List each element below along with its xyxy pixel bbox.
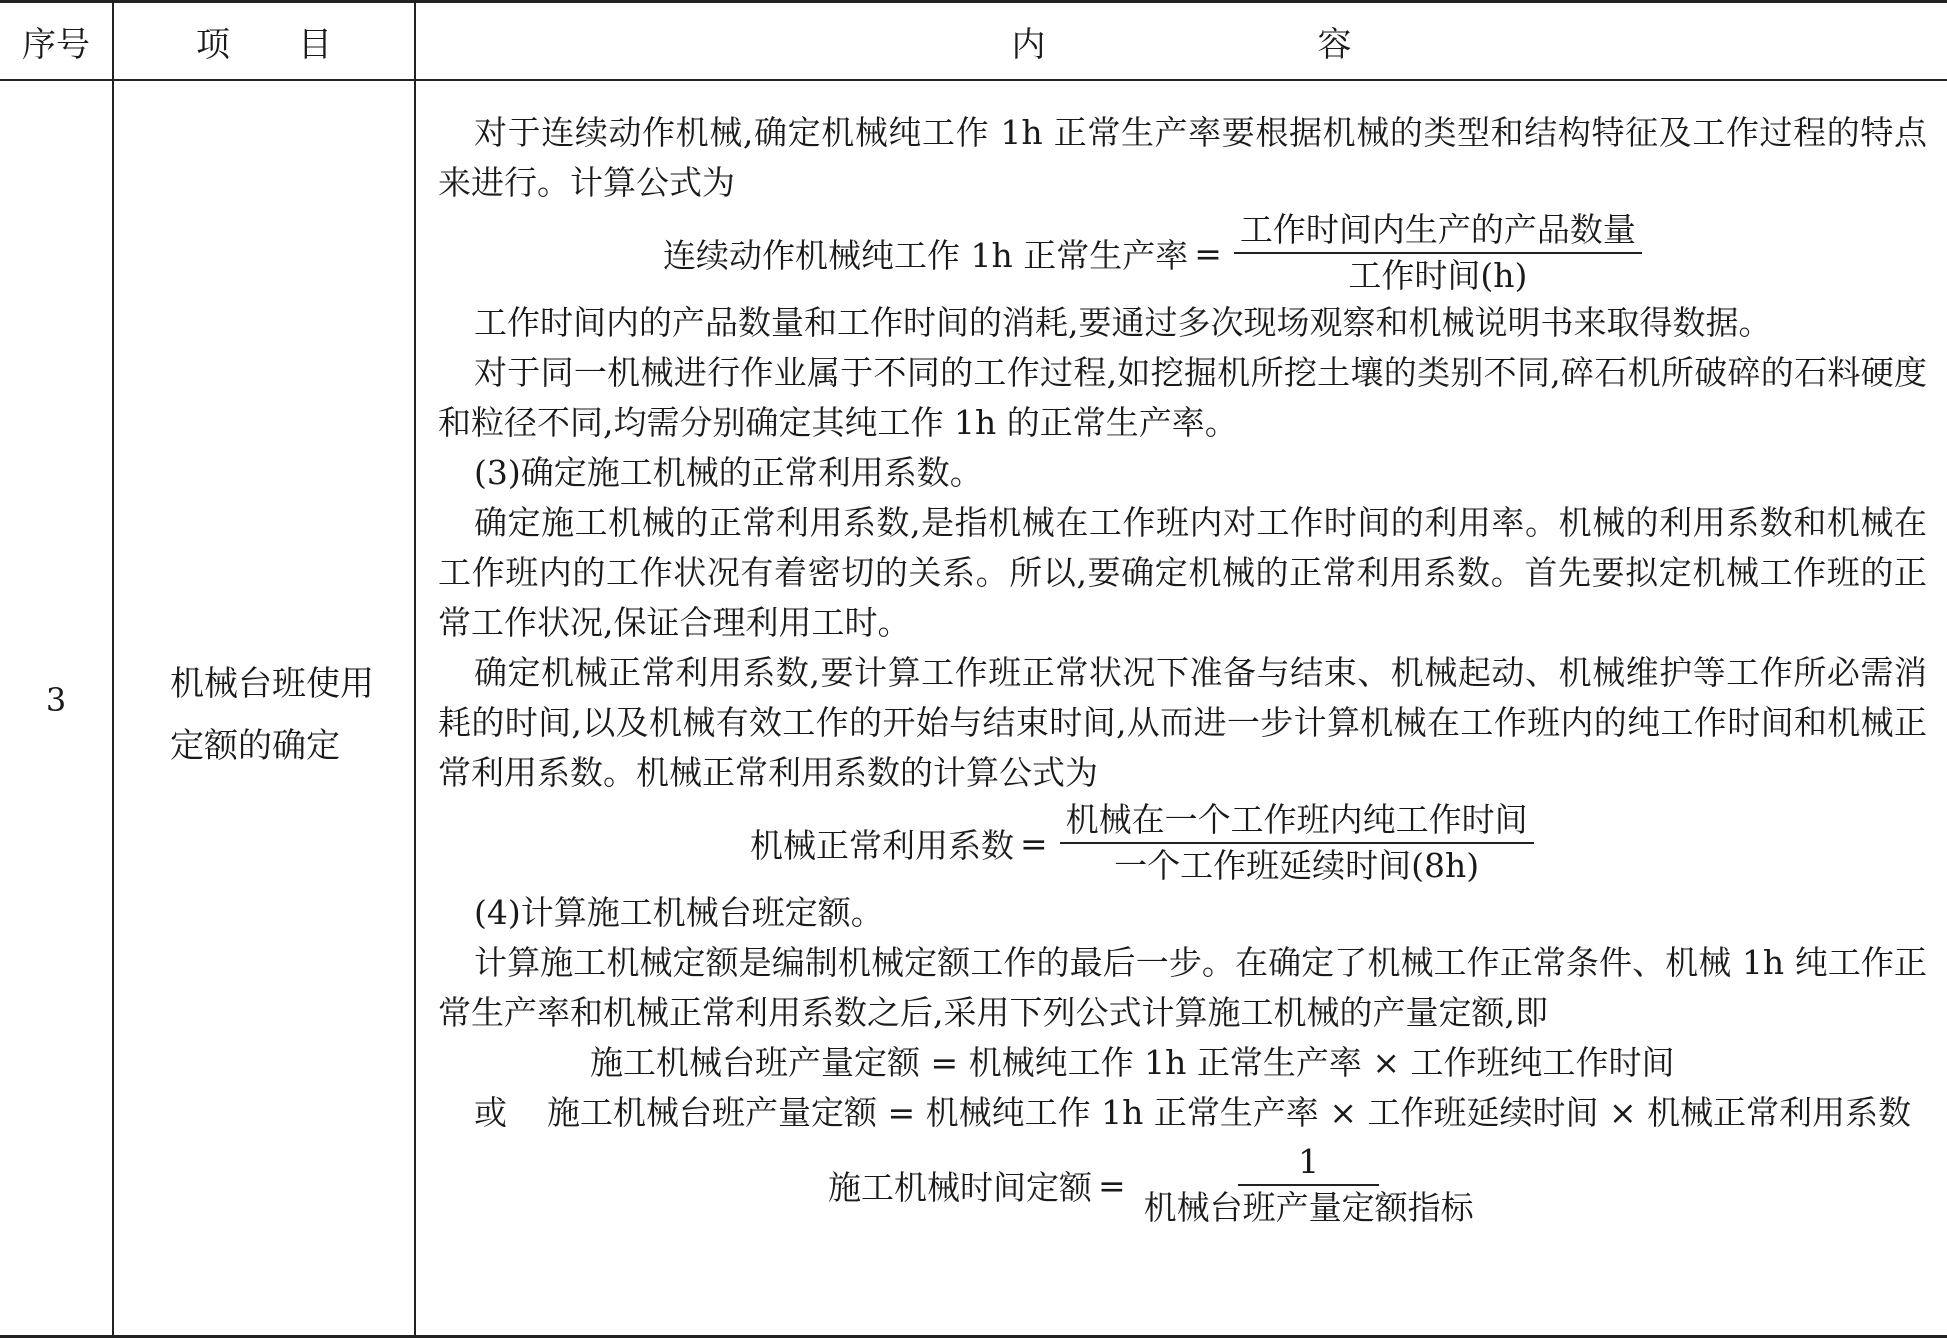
header-divider (0, 79, 1947, 81)
row-content (416, 108, 1947, 1228)
formula-lhs: 连续动作机械纯工作 1h 正常生产率 (663, 235, 1189, 275)
formula-utilization: 机械正常利用系数 = $\frac{\text{机械在一个工作班内纯工作时间}}{\text{一个工作班延续时间(8h)}}$ (750, 800, 1927, 886)
row-item-title (114, 653, 414, 777)
formula-fraction (1060, 800, 1534, 886)
formula-denominator: 工作时间(h) (1348, 256, 1528, 295)
formula-lhs: 施工机械时间定额 (828, 1167, 1092, 1207)
row-seq-number: 3 (45, 681, 67, 719)
header-item: 项 目 (196, 24, 332, 65)
paragraph: 工作时间内的产品数量和工作时间的消耗,要通过多次现场观察和机械说明书来取得数据。 (474, 303, 1772, 342)
formula-numerator: 1 (1238, 1142, 1379, 1186)
paragraph: 对于同一机械进行作业属于不同的工作过程,如挖掘机所挖土壤的类别不同,碎石机所破碎的石料硬度和粒径不同,均需分别确定其纯工作 1h 的正常生产率。 (438, 353, 1927, 442)
formula-time-quota: 施工机械时间定额 = $\frac{1}{\text{机械台班产量定额指标}}$ (828, 1142, 1927, 1228)
subheading: (4)计算施工机械台班定额。 (474, 893, 884, 932)
paragraph: 对于连续动作机械,确定机械纯工作 1h 正常生产率要根据机械的类型和结构特征及工作过程的特点来进行。计算公式为 (438, 113, 1927, 202)
formula-text: 施工机械台班产量定额 = 机械纯工作 1h 正常生产率 × 工作班延续时间 × 机械正常利用系数 (547, 1093, 1912, 1132)
item-title-line: 机械台班使用 (170, 664, 374, 704)
formula-fraction (1138, 1142, 1480, 1228)
subheading: (3)确定施工机械的正常利用系数。 (474, 453, 983, 492)
formula-denominator: 一个工作班延续时间(8h) (1114, 846, 1480, 885)
paragraph: 确定机械正常利用系数,要计算工作班正常状况下准备与结束、机械起动、机械维护等工作所必需消耗的时间,以及机械有效工作的开始与结束时间,从而进一步计算机械在工作班内的纯工作时间和机械正常利用系数。机械正常利用系数的计算公式为 (438, 653, 1927, 792)
item-title-line: 定额的确定 (170, 726, 340, 766)
formula-numerator: 机械在一个工作班内纯工作时间 (1060, 800, 1534, 844)
formula-output-quota-alt (438, 1088, 1927, 1138)
paragraph: 确定施工机械的正常利用系数,是指机械在工作班内对工作时间的利用率。机械的利用系数和机械在工作班内的工作状况有着密切的关系。所以,要确定机械的正常利用系数。首先要拟定机械工作班的正常工作状况,保证合理利用工时。 (438, 503, 1927, 642)
formula-productivity: 连续动作机械纯工作 1h 正常生产率 = $\frac{\text{工作时间内生产的产品数量}}{\text{工作时间(h)}}$ (663, 210, 1927, 296)
formula-fraction (1234, 210, 1642, 296)
header-seq: 序号 (22, 24, 90, 65)
formula-numerator: 工作时间内生产的产品数量 (1234, 210, 1642, 254)
formula-lhs: 机械正常利用系数 (750, 825, 1014, 865)
paragraph: 计算施工机械定额是编制机械定额工作的最后一步。在确定了机械工作正常条件、机械 1h 纯工作正常生产率和机械正常利用系数之后,采用下列公式计算施工机械的产量定额,即 (438, 943, 1927, 1032)
formula-denominator: 机械台班产量定额指标 (1143, 1188, 1474, 1227)
formula-output-quota: 施工机械台班产量定额 = 机械纯工作 1h 正常生产率 × 工作班纯工作时间 (590, 1043, 1675, 1082)
header-content: 内 容 (1011, 24, 1352, 65)
formula-prefix: 或 (474, 1093, 507, 1132)
